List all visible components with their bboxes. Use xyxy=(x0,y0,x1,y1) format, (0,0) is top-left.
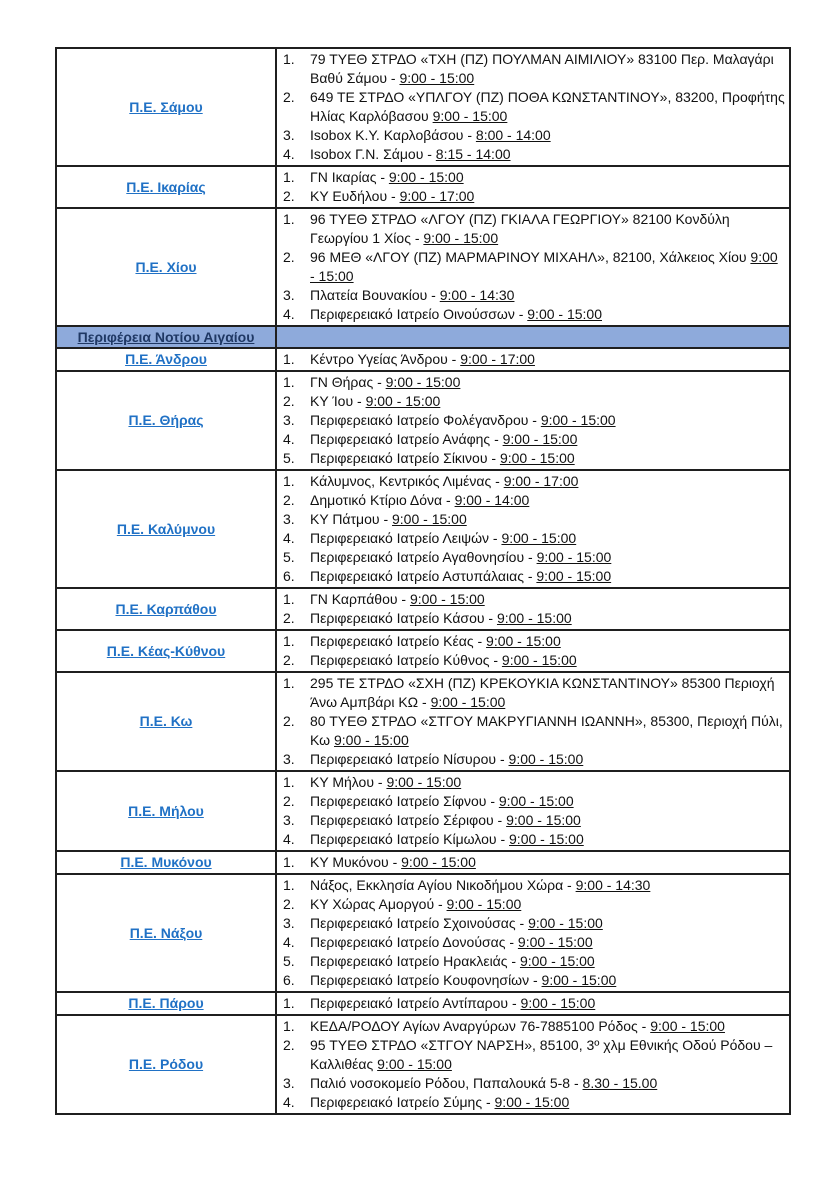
item-hours: 8:15 - 14:00 xyxy=(435,146,511,162)
item-hours: 9:00 - 15:00 xyxy=(409,591,485,607)
item-number: 2. xyxy=(283,610,295,626)
region-row xyxy=(56,48,790,166)
item-number: 1. xyxy=(283,351,295,367)
item-text: Περιφερειακό Ιατρείο Σίκινου - 9:00 - 15:00 xyxy=(310,450,575,466)
region-name-cell xyxy=(56,371,276,470)
item-hours: 9:00 - 15:00 xyxy=(365,393,441,409)
item-number: 4. xyxy=(283,431,295,447)
location-item xyxy=(280,712,786,750)
item-hours: 9:00 - 14:30 xyxy=(575,877,651,893)
item-text: 96 ΜΕΘ «ΛΓΟΥ (ΠΖ) ΜΑΡΜΑΡΙΝΟΥ ΜΙΧΑΗΛ», 82100, Χάλκειος Χίου 9:00 - 15:00 xyxy=(310,249,778,284)
item-text: 96 ΤΥΕΘ ΣΤΡΔΟ «ΛΓΟΥ (ΠΖ) ΓΚΙΑΛΑ ΓΕΩΡΓΙΟΥ» 82100 Κονδύλη Γεωργίου 1 Χίος - 9:00 - 15:00 xyxy=(310,211,730,246)
region-link[interactable]: Π.Ε. Ρόδου xyxy=(128,1056,204,1072)
item-number: 3. xyxy=(283,127,295,143)
item-hours: 9:00 - 15:00 xyxy=(527,306,602,322)
section-header-row xyxy=(56,326,790,348)
location-item xyxy=(280,994,786,1013)
item-text: Περιφερειακό Ιατρείο Ανάφης - 9:00 - 15:00 xyxy=(310,431,578,447)
item-number: 2. xyxy=(283,249,295,265)
region-name-cell xyxy=(56,1015,276,1114)
item-hours: 9:00 - 15:00 xyxy=(499,450,575,466)
locations-cell xyxy=(276,166,790,208)
region-link[interactable]: Π.Ε. Μυκόνου xyxy=(120,854,212,870)
item-text: ΓΝ Θήρας - 9:00 - 15:00 xyxy=(310,374,461,390)
item-number: 2. xyxy=(283,896,295,912)
location-item xyxy=(280,373,786,392)
item-text: ΓΝ Καρπάθου - 9:00 - 15:00 xyxy=(310,591,485,607)
item-number: 2. xyxy=(283,713,295,729)
item-hours: 9:00 - 15:00 xyxy=(401,854,476,870)
item-number: 4. xyxy=(283,1094,295,1110)
section-header-cell xyxy=(56,326,276,348)
region-link[interactable]: Π.Ε. Καρπάθου xyxy=(115,600,217,617)
item-number: 4. xyxy=(283,146,295,162)
item-hours: 9:00 - 15:00 xyxy=(650,1018,725,1034)
item-text: ΓΝ Ικαρίας - 9:00 - 15:00 xyxy=(310,169,464,185)
location-item xyxy=(280,830,786,849)
item-text: Περιφερειακό Ιατρείο Αστυπάλαιας - 9:00 - 15:00 xyxy=(310,568,612,584)
locations-cell xyxy=(276,48,790,166)
locations-cell xyxy=(276,588,790,630)
location-item xyxy=(280,449,786,468)
item-number: 2. xyxy=(283,1037,295,1053)
location-item xyxy=(280,876,786,895)
item-text: Περιφερειακό Ιατρείο Νίσυρου - 9:00 - 15:00 xyxy=(310,751,584,767)
region-row xyxy=(56,208,790,326)
location-item xyxy=(280,632,786,651)
item-number: 1. xyxy=(283,211,295,227)
location-item xyxy=(280,126,786,145)
item-text: Isobox Γ.Ν. Σάμου - 8:15 - 14:00 xyxy=(310,146,511,162)
item-text: 79 ΤΥΕΘ ΣΤΡΔΟ «ΤΧΗ (ΠΖ) ΠΟΥΛΜΑΝ ΑΙΜΙΛΙΟΥ» 83100 Περ. Μαλαγάρι Βαθύ Σάμου - 9:00 - 15:00 xyxy=(310,51,774,86)
region-link[interactable]: Π.Ε. Χίου xyxy=(135,258,197,275)
item-hours: 9:00 - 15:00 xyxy=(377,1056,452,1072)
region-row xyxy=(56,851,790,874)
location-item xyxy=(280,88,786,126)
item-hours: 9:00 - 15:00 xyxy=(536,568,612,584)
item-text: ΚΥ Μυκόνου - 9:00 - 15:00 xyxy=(310,854,476,870)
locations-cell xyxy=(276,672,790,771)
item-hours: 9:00 - 15:00 xyxy=(508,751,584,767)
item-hours: 9:00 - 15:00 xyxy=(494,1094,570,1110)
location-item xyxy=(280,674,786,712)
region-link[interactable]: Π.Ε. Θήρας xyxy=(128,412,204,428)
item-hours: 9:00 - 15:00 xyxy=(520,995,596,1011)
item-text: Δημοτικό Κτίριο Δόνα - 9:00 - 14:00 xyxy=(310,492,530,508)
item-hours: 9:00 - 15:00 xyxy=(386,774,462,790)
item-number: 3. xyxy=(283,412,295,428)
item-hours: 9:00 - 15:00 xyxy=(432,108,508,124)
item-number: 5. xyxy=(283,450,295,466)
location-item xyxy=(280,567,786,586)
item-number: 2. xyxy=(283,393,295,409)
location-item xyxy=(280,952,786,971)
region-row xyxy=(56,371,790,470)
region-row xyxy=(56,470,790,588)
item-number: 6. xyxy=(283,972,295,988)
location-item xyxy=(280,895,786,914)
item-text: 649 ΤΕ ΣΤΡΔΟ «ΥΠΛΓΟΥ (ΠΖ) ΠΟΘΑ ΚΩΝΣΤΑΝΤΙΝΟΥ», 83200, Προφήτης Ηλίας Καρλόβασου 9:00 - 15:00 xyxy=(310,89,785,124)
region-name-cell xyxy=(56,992,276,1015)
item-text: 80 ΤΥΕΘ ΣΤΡΔΟ «ΣΤΓΟΥ ΜΑΚΡΥΓΙΑΝΝΗ ΙΩΑΝΝΗ», 85300, Περιοχή Πύλι, Κω 9:00 - 15:00 xyxy=(310,713,783,748)
item-number: 1. xyxy=(283,1018,295,1034)
location-item xyxy=(280,529,786,548)
region-row xyxy=(56,630,790,672)
item-number: 1. xyxy=(283,675,295,691)
item-hours: 9:00 - 15:00 xyxy=(501,652,577,668)
location-item xyxy=(280,609,786,628)
region-name-cell xyxy=(56,771,276,851)
item-hours: 9:00 - 15:00 xyxy=(536,549,612,565)
locations-cell xyxy=(276,371,790,470)
locations-cell xyxy=(276,992,790,1015)
region-name-cell xyxy=(56,166,276,208)
item-text: Περιφερειακό Ιατρείο Κουφονησίων - 9:00 - 15:00 xyxy=(310,972,617,988)
region-name-cell xyxy=(56,874,276,992)
item-number: 1. xyxy=(283,774,295,790)
item-hours: 9:00 - 15:00 xyxy=(498,793,574,809)
item-hours: 9:00 - 15:00 xyxy=(423,230,499,246)
region-link[interactable]: Π.Ε. Κω xyxy=(139,713,193,729)
item-hours: 9:00 - 15:00 xyxy=(540,412,616,428)
location-item xyxy=(280,1017,786,1036)
item-hours: 9:00 - 15:00 xyxy=(334,732,409,748)
item-text: Περιφερειακό Ιατρείο Κέας - 9:00 - 15:00 xyxy=(310,633,561,649)
location-item xyxy=(280,1036,786,1074)
region-row xyxy=(56,1015,790,1114)
locations-cell xyxy=(276,851,790,874)
item-text: Περιφερειακό Ιατρείο Σύμης - 9:00 - 15:00 xyxy=(310,1094,570,1110)
location-item xyxy=(280,510,786,529)
region-link[interactable]: Π.Ε. Καλύμνου xyxy=(116,520,216,537)
item-number: 2. xyxy=(283,492,295,508)
item-hours: 9:00 - 15:00 xyxy=(446,896,522,912)
item-number: 4. xyxy=(283,530,295,546)
location-item xyxy=(280,590,786,609)
item-text: 295 ΤΕ ΣΤΡΔΟ «ΣΧΗ (ΠΖ) ΚΡΕΚΟΥΚΙΑ ΚΩΝΣΤΑΝΤΙΝΟΥ» 85300 Περιοχή Άνω Αμπβάρι ΚΩ - 9:00 - 15:00 xyxy=(310,675,775,710)
item-number: 1. xyxy=(283,854,295,870)
region-row xyxy=(56,874,790,992)
item-number: 2. xyxy=(283,89,295,105)
section-header-empty-cell xyxy=(276,326,790,348)
location-item xyxy=(280,548,786,567)
item-text: ΚΥ Μήλου - 9:00 - 15:00 xyxy=(310,774,462,790)
location-item xyxy=(280,168,786,187)
location-item xyxy=(280,971,786,990)
location-item xyxy=(280,350,786,369)
regions-table-body xyxy=(56,48,790,1114)
item-text: ΚΥ Πάτμου - 9:00 - 15:00 xyxy=(310,511,467,527)
item-hours: 9:00 - 17:00 xyxy=(503,473,579,489)
item-hours: 9:00 - 17:00 xyxy=(460,351,535,367)
region-link[interactable]: Π.Ε. Κέας-Κύθνου xyxy=(106,642,226,659)
location-item xyxy=(280,811,786,830)
item-hours: 9:00 - 15:00 xyxy=(519,953,595,969)
item-text: Περιφερειακό Ιατρείο Αγαθονησίου - 9:00 - 15:00 xyxy=(310,549,612,565)
item-number: 3. xyxy=(283,812,295,828)
item-number: 5. xyxy=(283,953,295,969)
location-item xyxy=(280,933,786,952)
item-text: Περιφερειακό Ιατρείο Σχοινούσας - 9:00 - 15:00 xyxy=(310,915,603,931)
region-link[interactable]: Π.Ε. Ικαρίας xyxy=(126,178,206,195)
item-text: Νάξος, Εκκλησία Αγίου Νικοδήμου Χώρα - 9:00 - 14:30 xyxy=(310,877,651,893)
region-name-cell xyxy=(56,588,276,630)
location-item xyxy=(280,411,786,430)
item-text: Περιφερειακό Ιατρείο Κάσου - 9:00 - 15:00 xyxy=(310,610,572,626)
item-text: ΚΥ Χώρας Αμοργού - 9:00 - 15:00 xyxy=(310,896,522,912)
item-text: Περιφερειακό Ιατρείο Ηρακλειάς - 9:00 - 15:00 xyxy=(310,953,595,969)
region-name-cell xyxy=(56,630,276,672)
item-number: 2. xyxy=(283,793,295,809)
locations-cell xyxy=(276,348,790,371)
locations-cell xyxy=(276,208,790,326)
item-text: Περιφερειακό Ιατρείο Δονούσας - 9:00 - 15:00 xyxy=(310,934,593,950)
item-text: Περιφερειακό Ιατρείο Κίμωλου - 9:00 - 15:00 xyxy=(310,831,584,847)
item-number: 1. xyxy=(283,169,295,185)
location-item xyxy=(280,187,786,206)
item-number: 1. xyxy=(283,633,295,649)
region-link[interactable]: Π.Ε. Μήλου xyxy=(128,802,204,819)
location-item xyxy=(280,145,786,164)
item-text: Περιφερειακό Ιατρείο Σέριφου - 9:00 - 15:00 xyxy=(310,812,581,828)
item-number: 4. xyxy=(283,831,295,847)
item-hours: 9:00 - 15:00 xyxy=(502,431,578,447)
item-hours: 9:00 - 15:00 xyxy=(399,70,475,86)
region-link[interactable]: Π.Ε. Πάρου xyxy=(128,995,204,1011)
item-hours: 9:00 - 15:00 xyxy=(517,934,593,950)
location-item xyxy=(280,50,786,88)
item-text: Κέντρο Υγείας Άνδρου - 9:00 - 17:00 xyxy=(310,351,535,367)
location-item xyxy=(280,1074,786,1093)
item-number: 3. xyxy=(283,511,295,527)
item-text: Περιφερειακό Ιατρείο Σίφνου - 9:00 - 15:00 xyxy=(310,793,574,809)
item-number: 5. xyxy=(283,549,295,565)
location-item xyxy=(280,1093,786,1112)
section-header-label: Περιφέρεια Νοτίου Αιγαίου xyxy=(77,329,255,345)
item-hours: 9:00 - 15:00 xyxy=(541,972,617,988)
item-number: 6. xyxy=(283,568,295,584)
region-row xyxy=(56,672,790,771)
location-item xyxy=(280,792,786,811)
item-hours: 9:00 - 15:00 xyxy=(501,530,577,546)
item-hours: 9:00 - 17:00 xyxy=(399,188,475,204)
item-text: Περιφερειακό Ιατρείο Οινούσσων - 9:00 - 15:00 xyxy=(310,306,602,322)
item-text: Κάλυμνος, Κεντρικός Λιμένας - 9:00 - 17:00 xyxy=(310,473,579,489)
item-number: 1. xyxy=(283,591,295,607)
location-item xyxy=(280,430,786,449)
item-text: Παλιό νοσοκομείο Ρόδου, Παπαλουκά 5-8 - 8.30 - 15.00 xyxy=(310,1075,658,1091)
item-text: ΚΥ Ίου - 9:00 - 15:00 xyxy=(310,393,441,409)
locations-cell xyxy=(276,470,790,588)
region-name-cell xyxy=(56,48,276,166)
item-number: 2. xyxy=(283,652,295,668)
region-row xyxy=(56,348,790,371)
location-item xyxy=(280,773,786,792)
location-item xyxy=(280,914,786,933)
regions-table xyxy=(55,47,791,1115)
item-number: 4. xyxy=(283,306,295,322)
item-text: 95 ΤΥΕΘ ΣΤΡΔΟ «ΣΤΓΟΥ ΝΑΡΣΗ», 85100, 3º χλμ Εθνικής Οδού Ρόδου – Καλλιθέας 9:00 - 15:00 xyxy=(310,1037,773,1072)
region-name-cell xyxy=(56,470,276,588)
location-item xyxy=(280,651,786,670)
item-hours: 9:00 - 15:00 xyxy=(496,610,572,626)
location-item xyxy=(280,286,786,305)
region-name-cell xyxy=(56,851,276,874)
item-number: 3. xyxy=(283,751,295,767)
item-hours: 9:00 - 15:00 xyxy=(486,633,561,649)
region-link[interactable]: Π.Ε. Σάμου xyxy=(129,98,203,115)
locations-cell xyxy=(276,771,790,851)
region-row xyxy=(56,588,790,630)
region-name-cell xyxy=(56,672,276,771)
locations-cell xyxy=(276,1015,790,1114)
item-hours: 9:00 - 15:00 xyxy=(528,915,603,931)
locations-cell xyxy=(276,630,790,672)
region-name-cell xyxy=(56,208,276,326)
item-number: 1. xyxy=(283,473,295,489)
item-text: ΚΕΔΑ/ΡΟΔΟΥ Αγίων Αναργύρων 76-7885100 Ρόδος - 9:00 - 15:00 xyxy=(310,1018,725,1034)
item-number: 1. xyxy=(283,374,295,390)
location-item xyxy=(280,210,786,248)
item-number: 3. xyxy=(283,1075,295,1091)
item-hours: 9:00 - 14:30 xyxy=(439,287,515,303)
item-hours: 8:00 - 14:00 xyxy=(475,127,551,143)
item-number: 1. xyxy=(283,877,295,893)
location-item xyxy=(280,750,786,769)
item-text: Περιφερειακό Ιατρείο Λειψών - 9:00 - 15:00 xyxy=(310,530,577,546)
location-item xyxy=(280,392,786,411)
region-row xyxy=(56,992,790,1015)
item-number: 1. xyxy=(283,51,295,67)
item-hours: 9:00 - 15:00 xyxy=(388,169,464,185)
item-text: Isobox Κ.Υ. Καρλοβάσου - 8:00 - 14:00 xyxy=(310,127,551,143)
region-link[interactable]: Π.Ε. Νάξου xyxy=(129,924,203,941)
region-name-cell xyxy=(56,348,276,371)
region-row xyxy=(56,166,790,208)
item-hours: 9:00 - 15:00 xyxy=(385,374,461,390)
item-number: 3. xyxy=(283,287,295,303)
item-number: 4. xyxy=(283,934,295,950)
item-hours: 8.30 - 15.00 xyxy=(582,1075,658,1091)
location-item xyxy=(280,853,786,872)
item-hours: 9:00 - 15:00 xyxy=(310,249,778,284)
location-item xyxy=(280,491,786,510)
region-link[interactable]: Π.Ε. Άνδρου xyxy=(125,351,207,367)
item-hours: 9:00 - 15:00 xyxy=(430,694,506,710)
region-row xyxy=(56,771,790,851)
item-number: 3. xyxy=(283,915,295,931)
item-number: 1. xyxy=(283,995,295,1011)
location-item xyxy=(280,248,786,286)
item-hours: 9:00 - 14:00 xyxy=(454,492,530,508)
item-text: Περιφερειακό Ιατρείο Αντίπαρου - 9:00 - 15:00 xyxy=(310,995,596,1011)
item-text: Περιφερειακό Ιατρείο Φολέγανδρου - 9:00 - 15:00 xyxy=(310,412,616,428)
item-hours: 9:00 - 15:00 xyxy=(506,812,581,828)
item-text: Πλατεία Βουνακίου - 9:00 - 14:30 xyxy=(310,287,515,303)
item-number: 2. xyxy=(283,188,295,204)
item-text: Περιφερειακό Ιατρείο Κύθνος - 9:00 - 15:00 xyxy=(310,652,577,668)
location-item xyxy=(280,472,786,491)
item-hours: 9:00 - 15:00 xyxy=(392,511,467,527)
item-text: ΚΥ Ευδήλου - 9:00 - 17:00 xyxy=(310,188,475,204)
location-item xyxy=(280,305,786,324)
locations-cell xyxy=(276,874,790,992)
item-hours: 9:00 - 15:00 xyxy=(509,831,584,847)
